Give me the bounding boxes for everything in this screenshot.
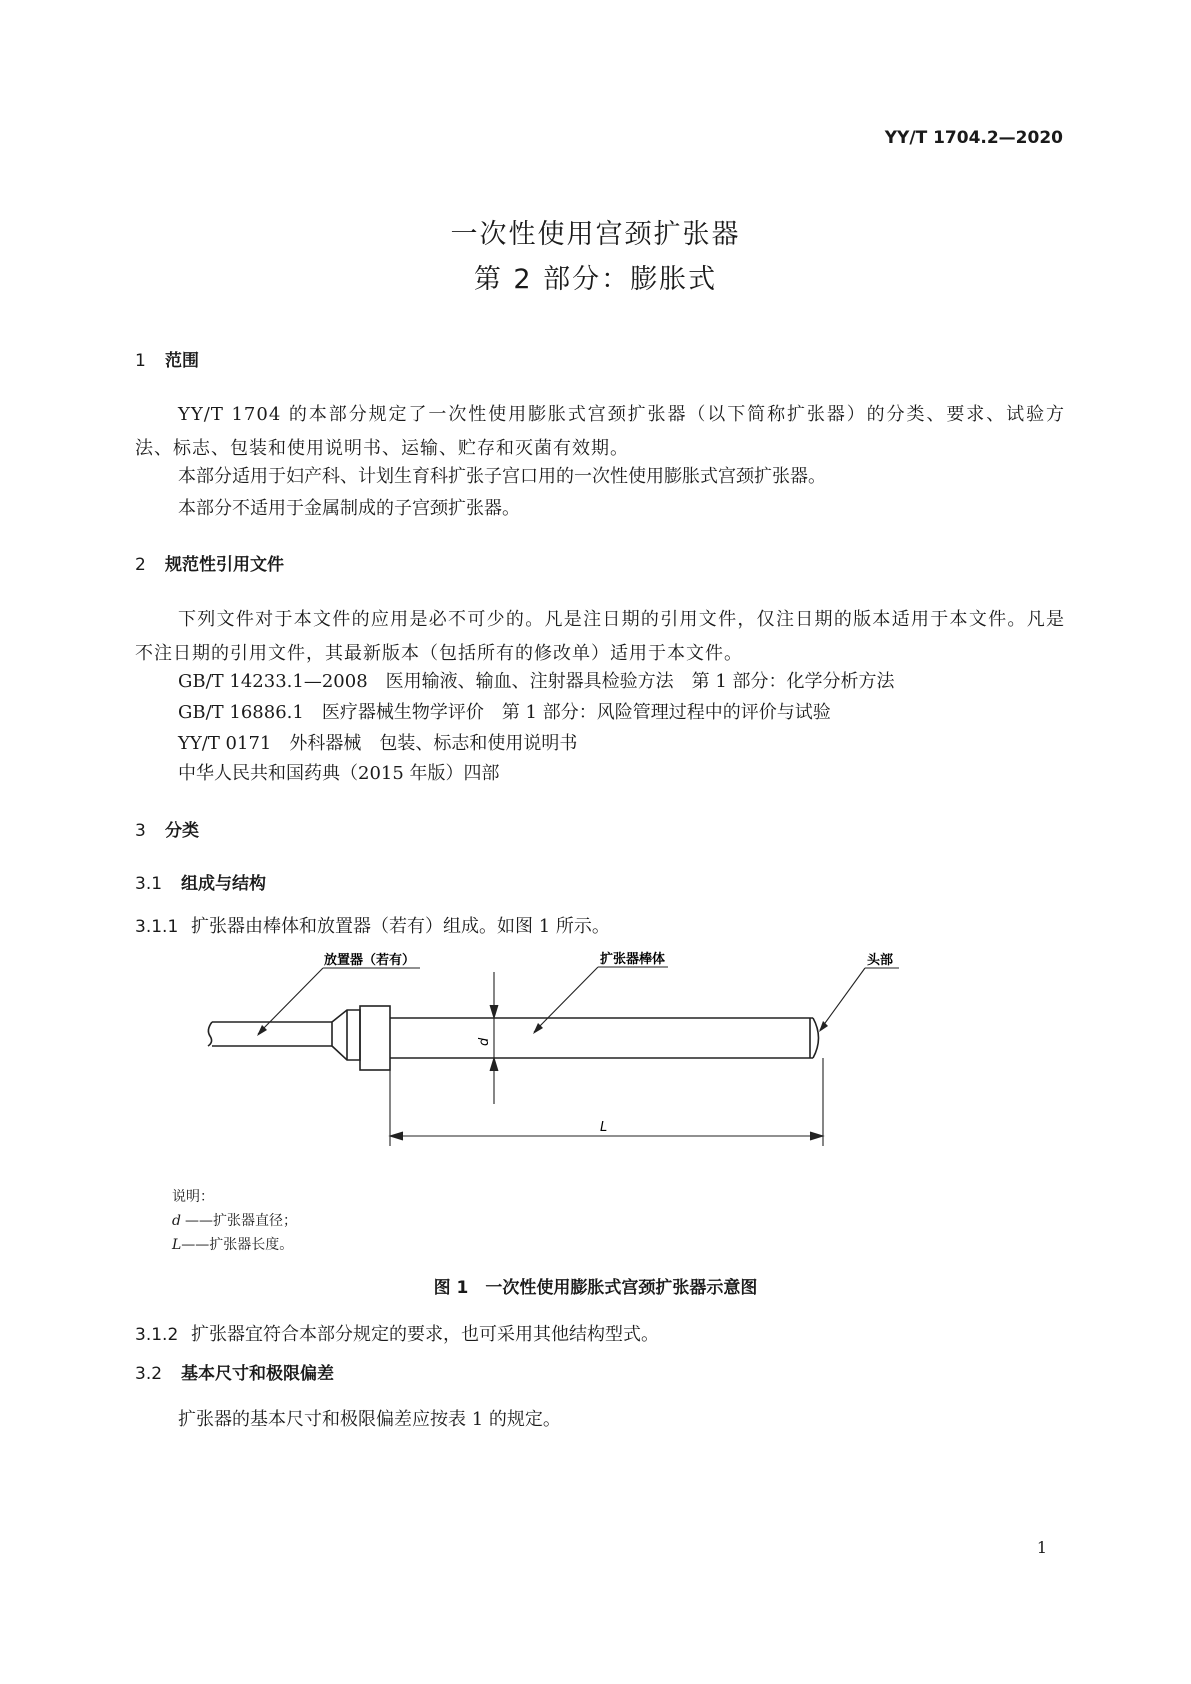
L-label: L [600,1120,608,1135]
reference-item: GB/T 16886.1 医疗器械生物学评价 第 1 部分：风险管理过程中的评价与试验 [178,702,831,723]
break-mark [208,1022,212,1046]
subsection-title: 基本尺寸和极限偏差 [181,1364,334,1384]
head-label: 头部 [867,953,894,968]
rod-label: 扩张器棒体 [600,952,666,967]
legend-symbol: L [172,1237,182,1253]
legend-description: ——扩张器直径； [184,1213,297,1229]
subsection-title: 组成与结构 [181,874,266,894]
clause-number: 3.1.1 [135,917,179,937]
subsection-number: 3.1 [135,874,163,894]
placer-leader [258,968,323,1034]
figure-caption: 图 1 一次性使用膨胀式宫颈扩张器示意图 [433,1278,758,1298]
subsection-number: 3.2 [135,1364,163,1384]
section-1-paragraph-2: 本部分适用于妇产科、计划生育科扩张子宫口用的一次性使用膨胀式宫颈扩张器。 [178,466,826,487]
rod-head [813,1018,819,1058]
clause-number: 3.1.2 [135,1325,179,1345]
standard-id: YY/T 1704.2—2020 [884,128,1063,148]
placer-cone [332,1010,360,1060]
section-number: 3 [135,821,146,841]
placer-label: 放置器（若有） [324,953,416,968]
head-leader-arrow [819,1021,828,1032]
d-arrow-top [490,1005,498,1018]
rod-leader [534,967,598,1032]
section-2-paragraph-1: 下列文件对于本文件的应用是必不可少的。凡是注日期的引用文件，仅注日期的版本适用于本文件。凡是不注日期的引用文件，其最新版本（包括所有的修改单）适用于本文件。 [135,609,1065,664]
clause-text: 扩张器由棒体和放置器（若有）组成。如图 1 所示。 [191,916,610,937]
document-title: 一次性使用宫颈扩张器 [450,219,741,250]
legend-L [172,1234,293,1254]
subsection-3-2-heading [135,1359,334,1384]
section-number: 1 [135,351,146,371]
page-number: 1 [1036,1538,1047,1557]
legend-symbol: d [172,1213,181,1229]
L-arrow-left [390,1132,403,1140]
section-title: 范围 [165,351,199,371]
section-1-paragraph-1: YY/T 1704 的本部分规定了一次性使用膨胀式宫颈扩张器（以下简称扩张器）的分类、要求、试验方法、标志、包装和使用说明书、运输、贮存和灭菌有效期。 [135,404,1065,459]
legend-title: 说明： [172,1189,214,1205]
d-arrow-bottom [490,1058,498,1071]
legend-description: ——扩张器长度。 [181,1237,294,1253]
head-leader [820,968,865,1030]
reference-item: 中华人民共和国药典（2015 年版）四部 [178,763,500,784]
section-title: 规范性引用文件 [165,555,284,575]
placer-collar [360,1006,390,1070]
reference-item: GB/T 14233.1—2008 医用输液、输血、注射器具检验方法 第 1 部分：化学分析方法 [178,671,895,692]
document-subtitle: 第 2 部分：膨胀式 [473,264,718,295]
clause-text: 扩张器宜符合本部分规定的要求，也可采用其他结构型式。 [191,1324,659,1345]
section-1-paragraph-3: 本部分不适用于金属制成的子宫颈扩张器。 [178,498,520,519]
legend-d [172,1210,297,1230]
reference-item: YY/T 0171 外科器械 包装、标志和使用说明书 [178,733,578,754]
section-number: 2 [135,555,146,575]
section-title: 分类 [165,821,199,841]
clause-3-2-text: 扩张器的基本尺寸和极限偏差应按表 1 的规定。 [178,1409,561,1430]
clause-3-1-2 [135,1320,659,1346]
d-label: d [477,1037,492,1046]
L-arrow-right [810,1132,823,1140]
